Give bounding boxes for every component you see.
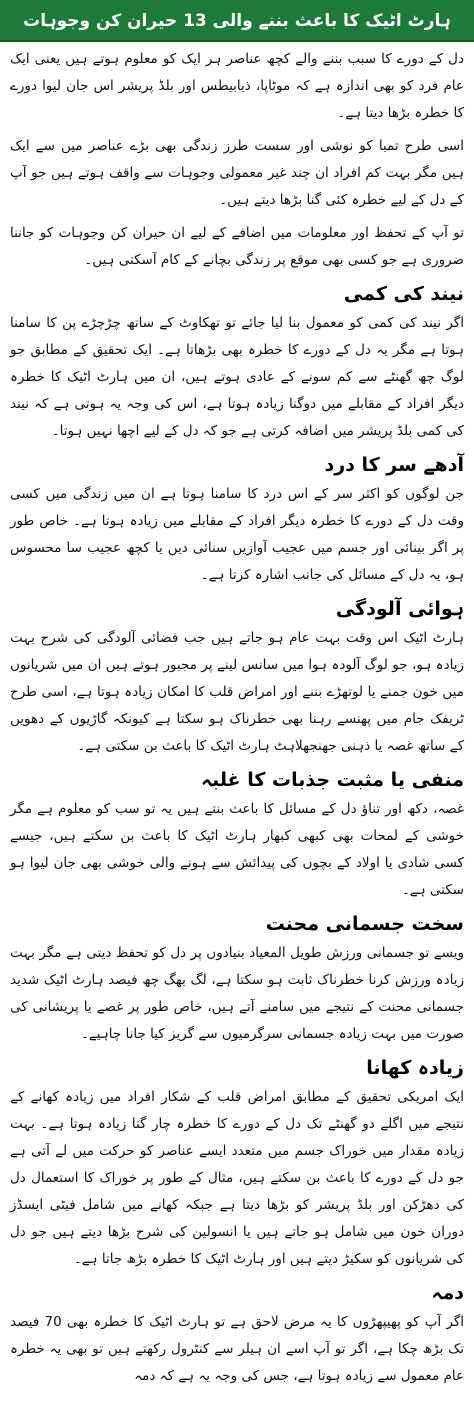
section-heading-overeating: زیادہ کھانا: [366, 1057, 464, 1079]
section-paragraph-asthma: اگر آپ کو پھیپھڑوں کا یہ مرض لاحق ہے تو ہارٹ اٹیک کا خطرہ بھی 70 فیصد تک بڑھ چکا ہے، اگر تو آپ اسے ان ہیلر سے کنٹرول رکھتے ہیں تو بھی یہ خطرہ عام معمول سے زیادہ ہوتا ہے، جس کی وجہ یہ ہے کہ دمہ: [10, 1314, 464, 1384]
section-paragraph-emotions: غصہ، دکھ اور تناؤ دل کے مسائل کا باعث بنتے ہیں یہ تو سب کو معلوم ہے مگر خوشی کے لمحات بھی کبھی کبھار ہارٹ اٹیک کا باعث بن سکتے ہیں، جیسے کسی شادی یا اولاد کے بچوں کی پیدائش سے ہونے والی خوشی بھی جان لیوا ہو سکتی ہے۔: [10, 801, 464, 898]
section-heading-sleep: نیند کی کمی: [343, 283, 464, 305]
intro-paragraph-3: تو آپ کے تحفظ اور معلومات میں اضافے کے لیے ان حیران کن وجوہات کو جاننا ضروری ہے جو کسی بھی موقع پر زندگی بچانے کے کام آسکتی ہیں۔: [10, 225, 464, 268]
section-paragraph-overeating: ایک امریکی تحقیق کے مطابق امراض قلب کے شکار افراد میں زیادہ کھانے کے نتیجے میں اگلے دو گھنٹے تک دل کے دورے کا خطرہ چار گنا زیادہ ہوتا ہے۔ بہت زیادہ مقدار میں خوراک جسم میں متعدد ایسے عناصر کو حرکت میں لے آتی ہے جو دل کے دورے کا باعث بن سکتے ہیں، مثال کے طور پر خوراک کا استعمال دل کی دھڑکن اور بلڈ پریشر کو بڑھا دیتا ہے جبکہ کھانے میں شامل فیٹی ایسڈز دوران خون میں شامل ہو جاتے ہیں یا انسولین کی شرح بڑھا دیتے ہیں جو دل کی شریانوں کو سکیڑ دیتے ہیں اور ہارٹ اٹیک کا خطرہ بڑھ جاتا ہے۔: [10, 1089, 464, 1267]
section-paragraph-sleep: اگر نیند کی کمی کو معمول بنا لیا جائے تو تھکاوٹ کے ساتھ چڑچڑے پن کا سامنا ہوتا ہے مگر یہ دل کے دورے کا خطرہ بھی بڑھاتا ہے۔ ایک تحقیق کے مطابق جو لوگ چھ گھنٹے سے کم سونے کے عادی ہوتے ہیں، ان میں ہارٹ اٹیک کا خطرہ دیگر افراد کے مقابلے میں دوگنا زیادہ ہوتا ہے، اس کی وجہ یہ ہوتی ہے کہ نیند کی کمی بلڈ پریشر میں اضافہ کرتی ہے جو کہ دل کے لیے اچھا نہیں ہوتا۔: [10, 315, 464, 439]
article-title-banner: [0, 0, 474, 42]
intro-paragraph-1: دل کے دورے کا سبب بننے والے کچھ عناصر ہر ایک کو معلوم ہوتے ہیں یعنی ایک عام فرد کو بھی اندازہ ہے کہ موٹاپا، ذیابیطس اور بلڈ پریشر اس جان لیوا دورے کا خطرہ بڑھا دیتا ہے۔: [10, 51, 464, 121]
section-heading-migraine: آدھے سر کا درد: [324, 454, 464, 476]
article-body: [0, 42, 474, 1390]
section-paragraph-exertion: ویسے تو جسمانی ورزش طویل المعیاد بنیادوں پر دل کو تحفظ دیتی ہے مگر بہت زیادہ ورزش کرنا خطرناک ثابت ہو سکتا ہے، لگ بھگ چھ فیصد ہارٹ اٹیک شدید جسمانی محنت کے نتیجے میں سامنے آتے ہیں، خاص طور پر غصے یا پریشانی کی صورت میں بہت زیادہ جسمانی سرگرمیوں سے گریز کیا جانا چاہیے۔: [10, 945, 464, 1042]
section-paragraph-air-pollution: ہارٹ اٹیک اس وقت بہت عام ہو جاتے ہیں جب فضائی آلودگی کی شرح بہت زیادہ ہو، جو لوگ آلودہ ہوا میں سانس لینے پر مجبور ہوتے ہیں ان میں شریانوں میں خون جمنے یا لوتھڑے بننے اور امراض قلب کا امکان زیادہ ہوتا ہے، اسی طرح ٹریفک جام میں پھنسے رہنا بھی خطرناک ہو سکتا ہے کیونکہ گاڑیوں کے دھویں کے ساتھ غصہ یا ذہنی جھنجھلاہٹ ہارٹ اٹیک کا باعث بن سکتی ہے۔: [10, 630, 464, 754]
section-heading-asthma: دمہ: [431, 1282, 464, 1304]
article-title: ہارٹ اٹیک کا باعث بننے والی 13 حیران کن وجوہات: [23, 10, 451, 31]
section-heading-exertion: سخت جسمانی محنت: [265, 913, 464, 935]
intro-paragraph-2: اسی طرح تمبا کو نوشی اور سست طرز زندگی بھی بڑے عناصر میں سے ایک ہیں مگر بہت کم افراد ان چند غیر معمولی وجوہات سے واقف ہوتے ہیں جو آپ کے دل کے لیے خطرہ کئی گنا بڑھا دیتے ہیں۔: [10, 138, 464, 208]
section-heading-emotions: منفی یا مثبت جذبات کا غلبہ: [201, 769, 464, 791]
section-heading-air-pollution: ہوائی آلودگی: [335, 598, 464, 620]
section-paragraph-migraine: جن لوگوں کو اکثر سر کے اس درد کا سامنا ہوتا ہے ان میں زندگی میں کسی وقت دل کے دورے کا خطرہ دیگر افراد کے مقابلے میں زیادہ ہوتا ہے۔ خاص طور پر اگر بینائی اور جسم میں عجیب آوازیں سنائی دیں یا کچھ عجیب سا محسوس ہو، یہ دل کے مسائل کی جانب اشارہ کرتا ہے۔: [10, 486, 464, 583]
